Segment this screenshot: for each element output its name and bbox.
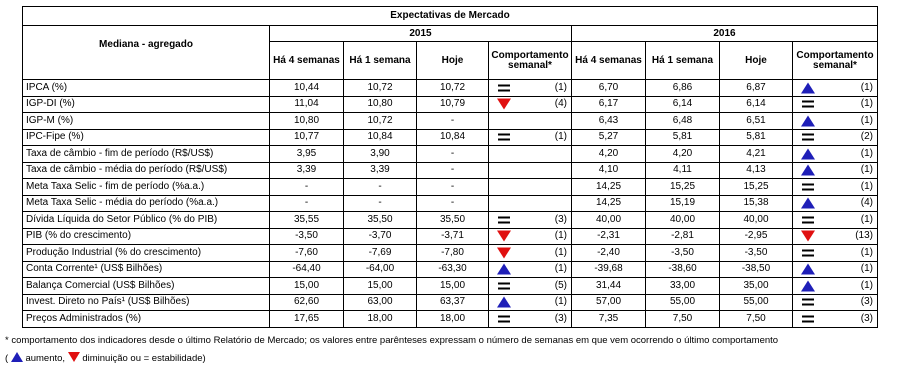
col-header-1-week-2015: Há 1 semana (344, 42, 417, 80)
value-cell: 10,72 (417, 80, 489, 97)
indicator-label: IPCA (%) (23, 80, 270, 97)
value-cell: 3,39 (270, 162, 344, 179)
value-cell: 15,38 (720, 195, 793, 212)
value-cell: 4,11 (646, 162, 720, 179)
value-cell: -3,50 (270, 228, 344, 245)
value-cell: 14,25 (572, 195, 646, 212)
equals-icon (497, 280, 511, 291)
up-triangle-icon (11, 352, 23, 362)
table-row (23, 162, 878, 179)
value-cell: -2,40 (572, 245, 646, 262)
weeks-count: (2) (860, 131, 873, 143)
value-cell: 33,00 (646, 278, 720, 295)
value-cell: 40,00 (720, 212, 793, 229)
value-cell: - (270, 195, 344, 212)
value-cell: 5,27 (572, 129, 646, 146)
weeks-count: (1) (860, 263, 873, 275)
weeks-count: (1) (554, 81, 567, 93)
weeks-count: (3) (860, 312, 873, 324)
value-cell: - (344, 179, 417, 196)
value-cell: 4,20 (646, 146, 720, 163)
value-cell: -3,70 (344, 228, 417, 245)
value-cell: 31,44 (572, 278, 646, 295)
value-cell: 6,43 (572, 113, 646, 130)
weeks-count: (1) (860, 246, 873, 258)
weekly-behavior-cell-2016 (793, 129, 878, 146)
indicator-label: PIB (% do crescimento) (23, 228, 270, 245)
equals-icon (497, 313, 511, 324)
weekly-behavior-cell-2015 (489, 294, 572, 311)
col-header-weekly-behavior-2015: Comportamento semanal* (489, 42, 572, 80)
down-triangle-icon (497, 99, 511, 110)
equals-icon (497, 132, 511, 143)
up-triangle-icon (801, 82, 815, 93)
value-cell: 15,00 (417, 278, 489, 295)
value-cell: 35,50 (417, 212, 489, 229)
value-cell: 10,80 (344, 96, 417, 113)
indicator-label: Produção Industrial (% do crescimento) (23, 245, 270, 262)
value-cell: 6,17 (572, 96, 646, 113)
equals-icon (801, 297, 815, 308)
value-cell: 10,77 (270, 129, 344, 146)
row-header: Mediana - agregado (23, 26, 270, 80)
table-body (23, 80, 878, 328)
value-cell: 18,00 (417, 311, 489, 328)
weekly-behavior-cell-2015 (489, 129, 572, 146)
table-row (23, 294, 878, 311)
value-cell: 5,81 (646, 129, 720, 146)
weekly-behavior-cell-2016 (793, 261, 878, 278)
value-cell: - (417, 162, 489, 179)
value-cell: 55,00 (646, 294, 720, 311)
weeks-count: (3) (554, 312, 567, 324)
weeks-count: (1) (860, 180, 873, 192)
weeks-count: (1) (860, 98, 873, 110)
weeks-count: (4) (554, 98, 567, 110)
weekly-behavior-cell-2016 (793, 311, 878, 328)
indicator-label: IGP-DI (%) (23, 96, 270, 113)
table-title: Expectativas de Mercado (23, 7, 878, 26)
value-cell: -63,30 (417, 261, 489, 278)
indicator-label: Meta Taxa Selic - fim de período (%a.a.) (23, 179, 270, 196)
expectations-table (22, 6, 878, 328)
up-triangle-icon (801, 165, 815, 176)
value-cell: 15,25 (646, 179, 720, 196)
value-cell: 18,00 (344, 311, 417, 328)
value-cell: - (344, 195, 417, 212)
col-header-weekly-behavior-2016: Comportamento semanal* (793, 42, 878, 80)
value-cell: -38,60 (646, 261, 720, 278)
weeks-count: (1) (860, 81, 873, 93)
value-cell: -64,00 (344, 261, 417, 278)
equals-icon (801, 181, 815, 192)
up-triangle-icon (801, 115, 815, 126)
value-cell: 4,13 (720, 162, 793, 179)
weeks-count: (1) (554, 246, 567, 258)
indicator-label: Conta Corrente¹ (US$ Bilhões) (23, 261, 270, 278)
value-cell: 4,20 (572, 146, 646, 163)
equals-icon (801, 99, 815, 110)
value-cell: 3,90 (344, 146, 417, 163)
equals-icon (801, 132, 815, 143)
col-header-today-2016: Hoje (720, 42, 793, 80)
weekly-behavior-cell-2016 (793, 80, 878, 97)
symbol-legend (5, 352, 206, 364)
weeks-count: (1) (860, 279, 873, 291)
value-cell: 4,21 (720, 146, 793, 163)
weekly-behavior-cell-2015 (489, 278, 572, 295)
table-row (23, 245, 878, 262)
table-row (23, 212, 878, 229)
weekly-behavior-cell-2015 (489, 80, 572, 97)
indicator-label: Invest. Direto no País¹ (US$ Bilhões) (23, 294, 270, 311)
weekly-behavior-cell-2015 (489, 228, 572, 245)
value-cell: 5,81 (720, 129, 793, 146)
weeks-count: (3) (860, 296, 873, 308)
weekly-behavior-cell-2015 (489, 113, 572, 130)
table-row (23, 146, 878, 163)
value-cell: 7,50 (646, 311, 720, 328)
weekly-behavior-cell-2016 (793, 96, 878, 113)
value-cell: - (417, 113, 489, 130)
value-cell: -2,95 (720, 228, 793, 245)
value-cell: -7,69 (344, 245, 417, 262)
weekly-behavior-cell-2016 (793, 146, 878, 163)
weekly-behavior-cell-2015 (489, 162, 572, 179)
weekly-behavior-cell-2016 (793, 278, 878, 295)
value-cell: 63,00 (344, 294, 417, 311)
weekly-behavior-cell-2016 (793, 294, 878, 311)
weeks-count: (1) (554, 296, 567, 308)
value-cell: 10,72 (344, 113, 417, 130)
equals-icon (801, 214, 815, 225)
down-triangle-icon (497, 247, 511, 258)
value-cell: 35,00 (720, 278, 793, 295)
value-cell: 10,72 (344, 80, 417, 97)
table-row (23, 261, 878, 278)
value-cell: 35,55 (270, 212, 344, 229)
weeks-count: (3) (554, 213, 567, 225)
table-row (23, 179, 878, 196)
weekly-behavior-cell-2015 (489, 195, 572, 212)
equals-icon (497, 214, 511, 225)
value-cell: 63,37 (417, 294, 489, 311)
up-triangle-icon (497, 297, 511, 308)
value-cell: 15,25 (720, 179, 793, 196)
value-cell: 10,80 (270, 113, 344, 130)
weekly-behavior-cell-2015 (489, 146, 572, 163)
indicator-label: Meta Taxa Selic - média do período (%a.a.) (23, 195, 270, 212)
weekly-behavior-cell-2015 (489, 96, 572, 113)
value-cell: 6,51 (720, 113, 793, 130)
value-cell: 10,44 (270, 80, 344, 97)
footnote: * comportamento dos indicadores desde o último Relatório de Mercado; os valores entre parênteses expressam o número de semanas em que vem ocorrendo o último comportamento (5, 335, 779, 346)
weeks-count: (1) (554, 230, 567, 242)
value-cell: 40,00 (646, 212, 720, 229)
value-cell: -7,60 (270, 245, 344, 262)
value-cell: 6,87 (720, 80, 793, 97)
value-cell: 4,10 (572, 162, 646, 179)
weeks-count: (1) (860, 147, 873, 159)
value-cell: 40,00 (572, 212, 646, 229)
value-cell: -38,50 (720, 261, 793, 278)
table-row (23, 80, 878, 97)
table-row (23, 195, 878, 212)
value-cell: - (417, 179, 489, 196)
value-cell: 62,60 (270, 294, 344, 311)
down-triangle-icon (801, 231, 815, 242)
indicator-label: Dívida Líquida do Setor Público (% do PIB) (23, 212, 270, 229)
value-cell: 35,50 (344, 212, 417, 229)
up-triangle-icon (801, 198, 815, 209)
table-row (23, 228, 878, 245)
weeks-count: (1) (860, 114, 873, 126)
value-cell: 6,14 (646, 96, 720, 113)
weekly-behavior-cell-2016 (793, 162, 878, 179)
value-cell: 14,25 (572, 179, 646, 196)
equals-icon (497, 82, 511, 93)
value-cell: -2,31 (572, 228, 646, 245)
weeks-count: (1) (554, 131, 567, 143)
indicator-label: Taxa de câmbio - média do período (R$/US$) (23, 162, 270, 179)
year-2016-header: 2016 (572, 26, 878, 42)
value-cell: 57,00 (572, 294, 646, 311)
weeks-count: (1) (860, 213, 873, 225)
value-cell: - (417, 195, 489, 212)
value-cell: 15,00 (344, 278, 417, 295)
down-triangle-icon (497, 231, 511, 242)
value-cell: 17,65 (270, 311, 344, 328)
legend-open-paren: ( (5, 353, 9, 364)
table-row (23, 113, 878, 130)
weekly-behavior-cell-2016 (793, 228, 878, 245)
value-cell: 15,00 (270, 278, 344, 295)
equals-icon (801, 247, 815, 258)
value-cell: 3,39 (344, 162, 417, 179)
weekly-behavior-cell-2015 (489, 245, 572, 262)
up-triangle-icon (497, 264, 511, 275)
weekly-behavior-cell-2015 (489, 212, 572, 229)
value-cell: -3,50 (646, 245, 720, 262)
legend-up-label: aumento, (25, 353, 66, 364)
value-cell: - (417, 146, 489, 163)
weekly-behavior-cell-2016 (793, 113, 878, 130)
weekly-behavior-cell-2016 (793, 195, 878, 212)
weekly-behavior-cell-2016 (793, 212, 878, 229)
indicator-label: Taxa de câmbio - fim de período (R$/US$) (23, 146, 270, 163)
indicator-label: Preços Administrados (%) (23, 311, 270, 328)
weeks-count: (13) (855, 230, 873, 242)
weekly-behavior-cell-2015 (489, 311, 572, 328)
equals-icon (801, 313, 815, 324)
value-cell: -3,71 (417, 228, 489, 245)
weeks-count: (4) (860, 197, 873, 209)
value-cell: 6,86 (646, 80, 720, 97)
indicator-label: IPC-Fipe (%) (23, 129, 270, 146)
value-cell: 6,70 (572, 80, 646, 97)
indicator-label: IGP-M (%) (23, 113, 270, 130)
year-2015-header: 2015 (270, 26, 572, 42)
weekly-behavior-cell-2016 (793, 245, 878, 262)
value-cell: - (270, 179, 344, 196)
value-cell: 10,84 (344, 129, 417, 146)
value-cell: 10,79 (417, 96, 489, 113)
value-cell: 7,50 (720, 311, 793, 328)
value-cell: 15,19 (646, 195, 720, 212)
col-header-4-weeks-2016: Há 4 semanas (572, 42, 646, 80)
weeks-count: (5) (554, 279, 567, 291)
value-cell: -7,80 (417, 245, 489, 262)
value-cell: -39,68 (572, 261, 646, 278)
up-triangle-icon (801, 264, 815, 275)
legend-down-label: diminuição ou = estabilidade) (82, 353, 206, 364)
indicator-label: Balança Comercial (US$ Bilhões) (23, 278, 270, 295)
value-cell: 11,04 (270, 96, 344, 113)
weeks-count: (1) (554, 263, 567, 275)
value-cell: 3,95 (270, 146, 344, 163)
col-header-today-2015: Hoje (417, 42, 489, 80)
up-triangle-icon (801, 148, 815, 159)
table-row (23, 96, 878, 113)
value-cell: -2,81 (646, 228, 720, 245)
col-header-1-week-2016: Há 1 semana (646, 42, 720, 80)
table-row (23, 278, 878, 295)
col-header-4-weeks-2015: Há 4 semanas (270, 42, 344, 80)
table-row (23, 311, 878, 328)
up-triangle-icon (801, 280, 815, 291)
weekly-behavior-cell-2015 (489, 179, 572, 196)
value-cell: -64,40 (270, 261, 344, 278)
value-cell: 55,00 (720, 294, 793, 311)
weekly-behavior-cell-2016 (793, 179, 878, 196)
value-cell: -3,50 (720, 245, 793, 262)
value-cell: 7,35 (572, 311, 646, 328)
value-cell: 10,84 (417, 129, 489, 146)
table-row (23, 129, 878, 146)
value-cell: 6,14 (720, 96, 793, 113)
weekly-behavior-cell-2015 (489, 261, 572, 278)
value-cell: 6,48 (646, 113, 720, 130)
weeks-count: (1) (860, 164, 873, 176)
down-triangle-icon (68, 352, 80, 362)
